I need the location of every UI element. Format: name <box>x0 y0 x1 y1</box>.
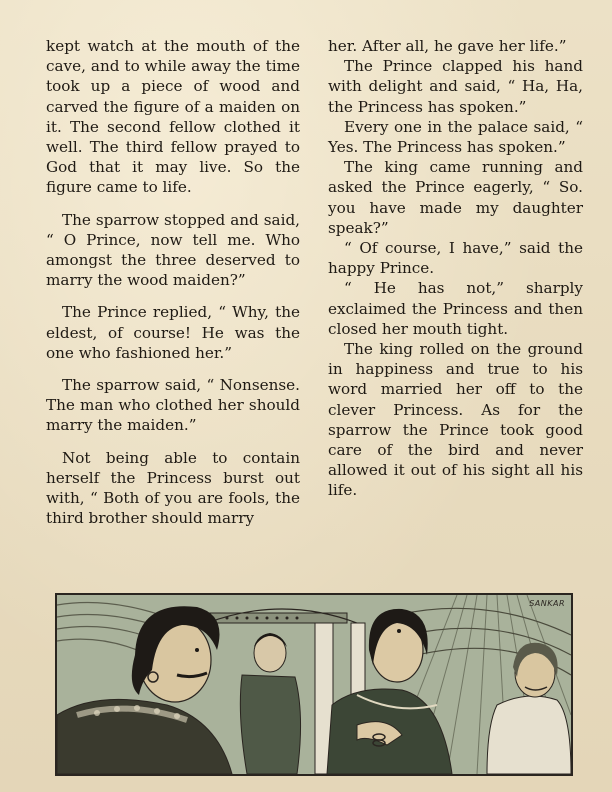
paragraph: kept watch at the mouth of the cave, and to while away the time took up a piece of wood and carved the figure of a maiden on it. The second fellow clothed it well. The third fellow prayed to God that it may live. So the figure came to life. <box>46 37 300 197</box>
paragraph: The Prince clapped his hand with delight and said, “ Ha, Ha, the Princess has spoken.” <box>328 57 583 116</box>
paragraph: The sparrow stopped and said, “ O Prince, now tell me. Who amongst the three deserved to marry the wood maiden?” <box>46 210 300 290</box>
paragraph: The Prince replied, “ Why, the eldest, of course! He was the one who fashioned her.” <box>46 303 300 362</box>
paragraph: The king rolled on the ground in happiness and true to his word married her off to the clever Princess. As for the sparrow the Prince took good care of the bird and never allowed it out of his sight all his life. <box>328 340 583 500</box>
paragraph: The king came running and asked the Prince eagerly, “ So. you have made my daughter speak?” <box>328 158 583 237</box>
illustration-drawing <box>57 595 571 774</box>
paragraph: The sparrow said, “ Nonsense. The man who clothed her should marry the maiden.” <box>46 376 300 435</box>
paragraph: her. After all, he gave her life.” <box>328 37 567 55</box>
story-illustration <box>55 593 573 776</box>
paragraph: Every one in the palace said, “ Yes. The Princess has spoken.” <box>328 117 583 157</box>
text-column-right <box>328 36 583 501</box>
paragraph: Not being able to contain herself the Princess burst out with, “ Both of you are fools, the third brother should marry <box>46 448 300 528</box>
artist-signature: SANKAR <box>529 599 565 608</box>
text-column-left <box>46 36 300 540</box>
paragraph: “ Of course, I have,” said the happy Prince. <box>328 239 583 278</box>
paragraph: “ He has not,” sharply exclaimed the Princess and then closed her mouth tight. <box>328 279 583 338</box>
